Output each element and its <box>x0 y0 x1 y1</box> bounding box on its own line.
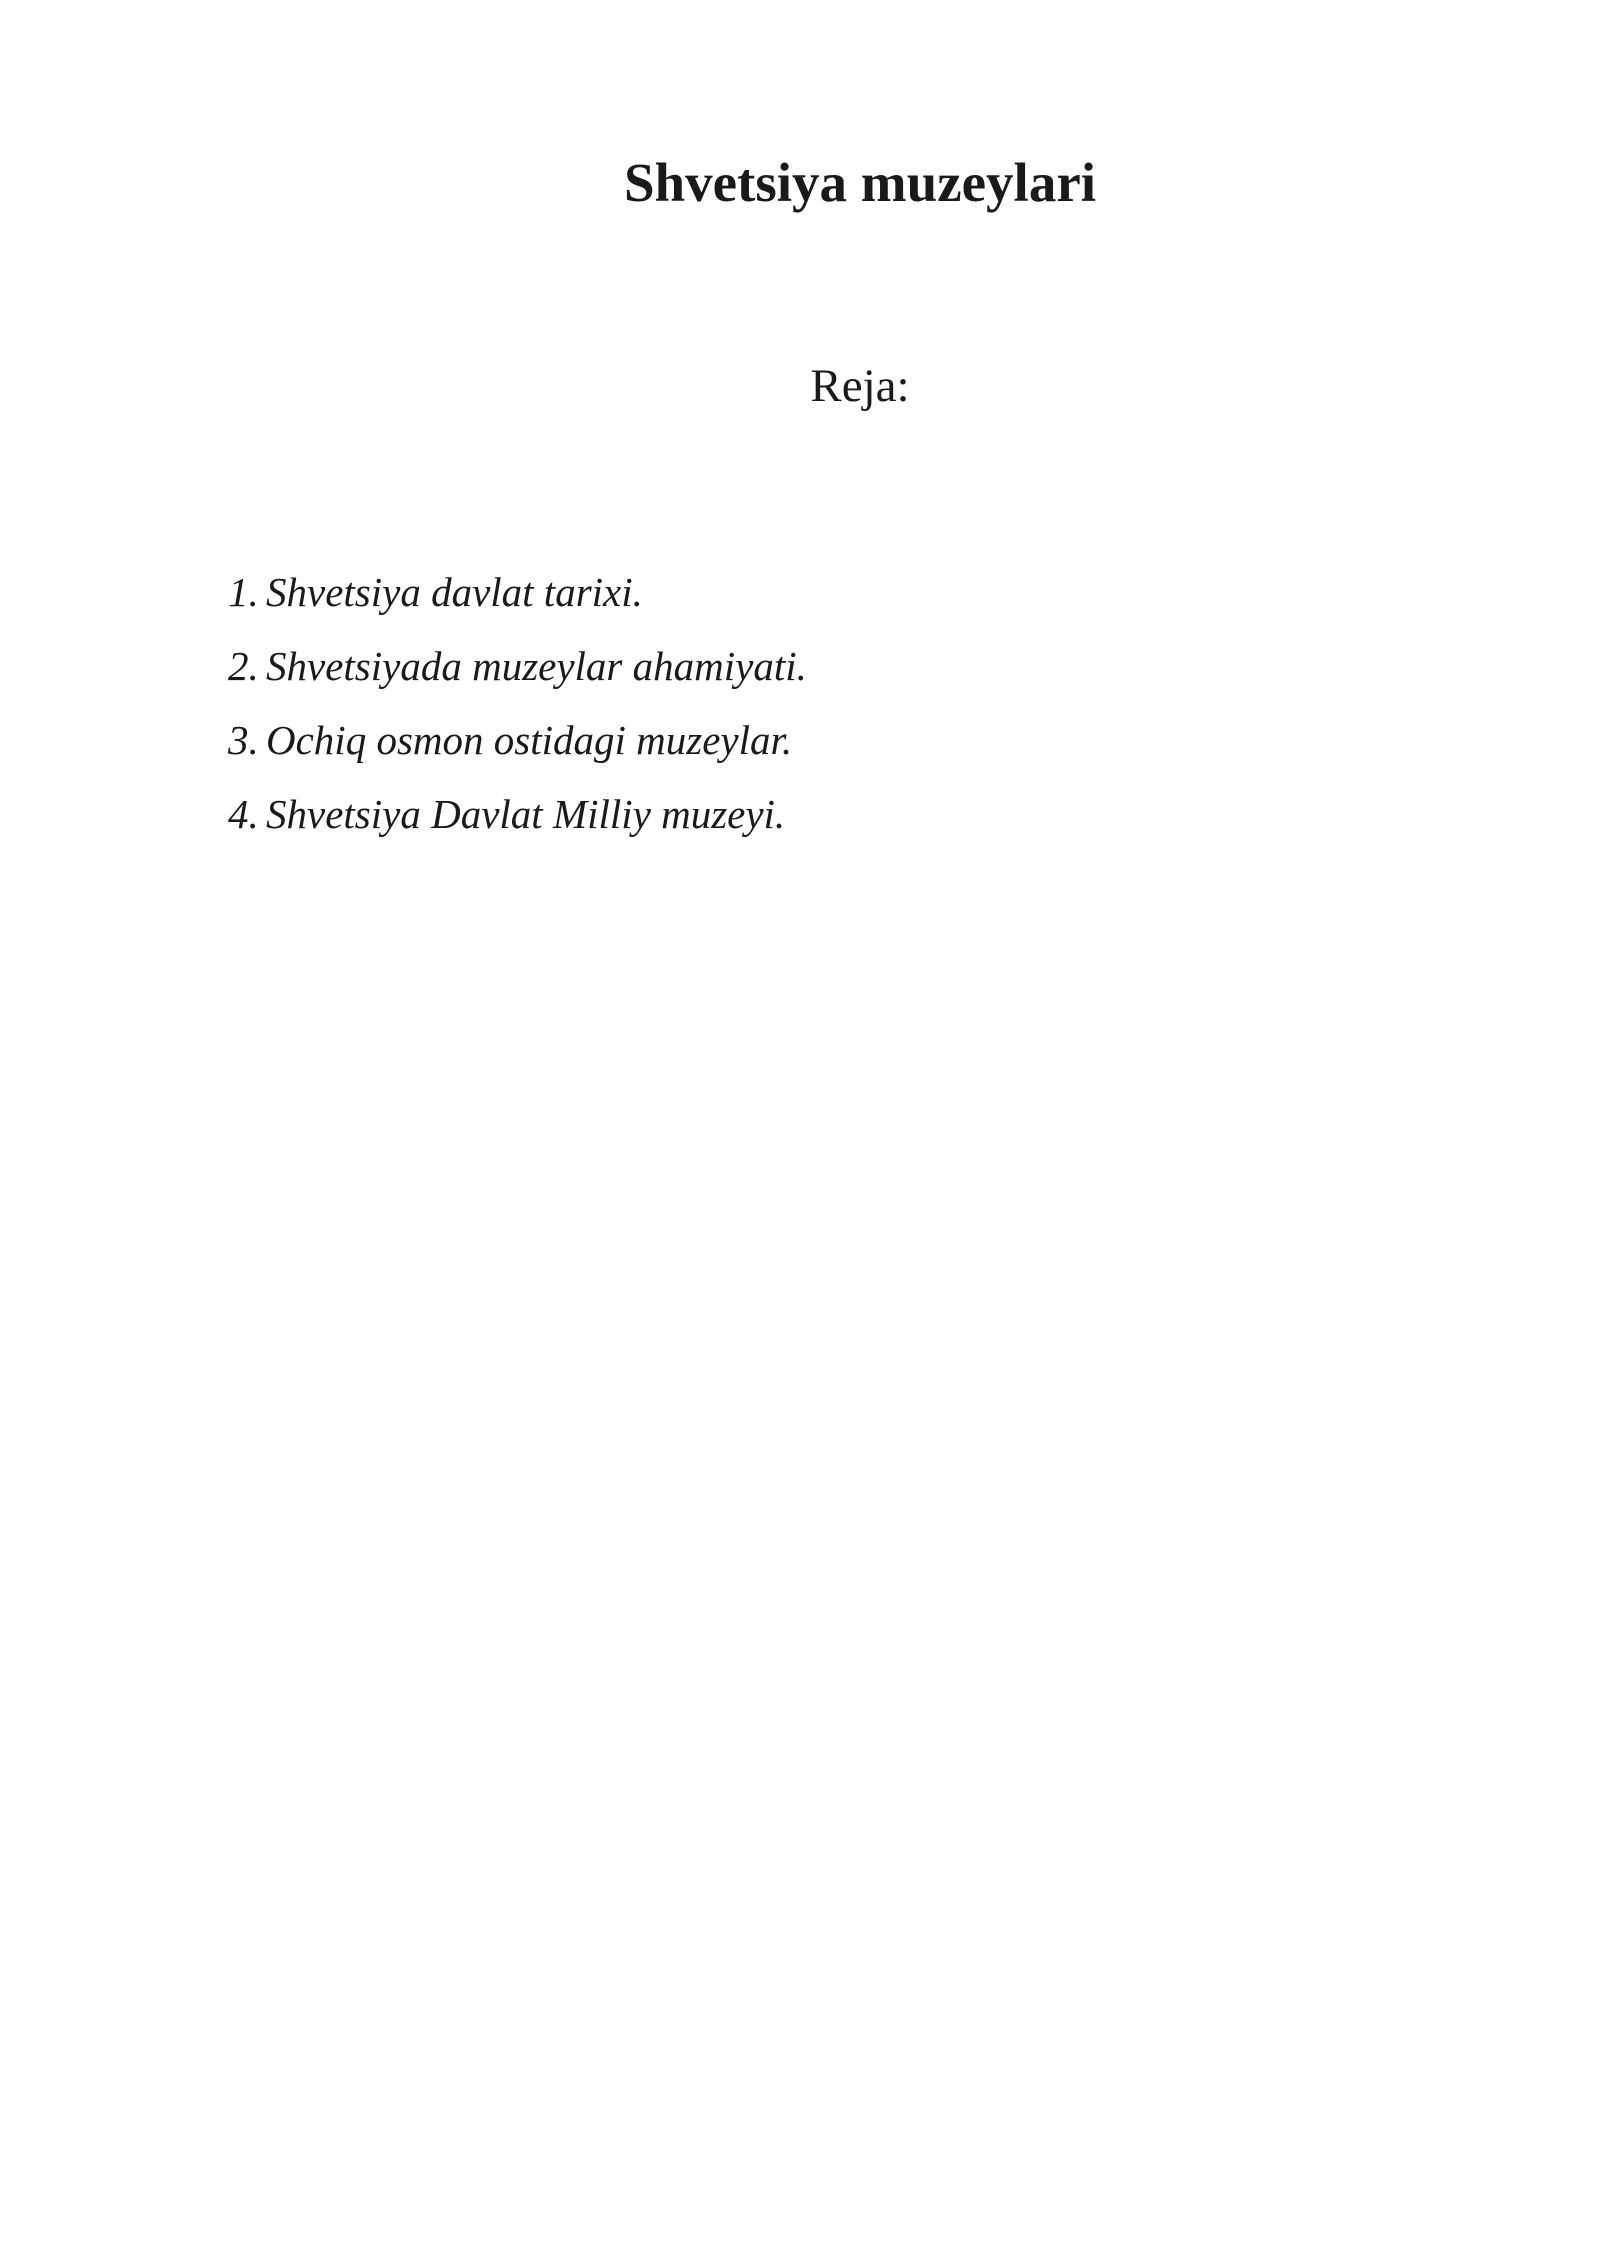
plan-item-text: Ochiq osmon ostidagi muzeylar. <box>266 717 793 763</box>
plan-item-2 <box>228 629 807 703</box>
plan-heading: Reja: <box>810 360 910 412</box>
plan-item-text: Shvetsiyada muzeylar ahamiyati. <box>266 643 807 689</box>
plan-item-text: Shvetsiya Davlat Milliy muzeyi. <box>266 791 786 837</box>
plan-item-number: 4. <box>228 791 259 837</box>
plan-item-3 <box>228 703 807 777</box>
page-title: Shvetsiya muzeylari <box>623 152 1097 213</box>
plan-item-1 <box>228 555 807 629</box>
plan-item-text: Shvetsiya davlat tarixi. <box>266 569 643 615</box>
plan-item-4 <box>228 777 807 851</box>
plan-list <box>228 555 807 851</box>
plan-item-number: 3. <box>228 717 259 763</box>
plan-item-number: 1. <box>228 569 259 615</box>
plan-item-number: 2. <box>228 643 259 689</box>
